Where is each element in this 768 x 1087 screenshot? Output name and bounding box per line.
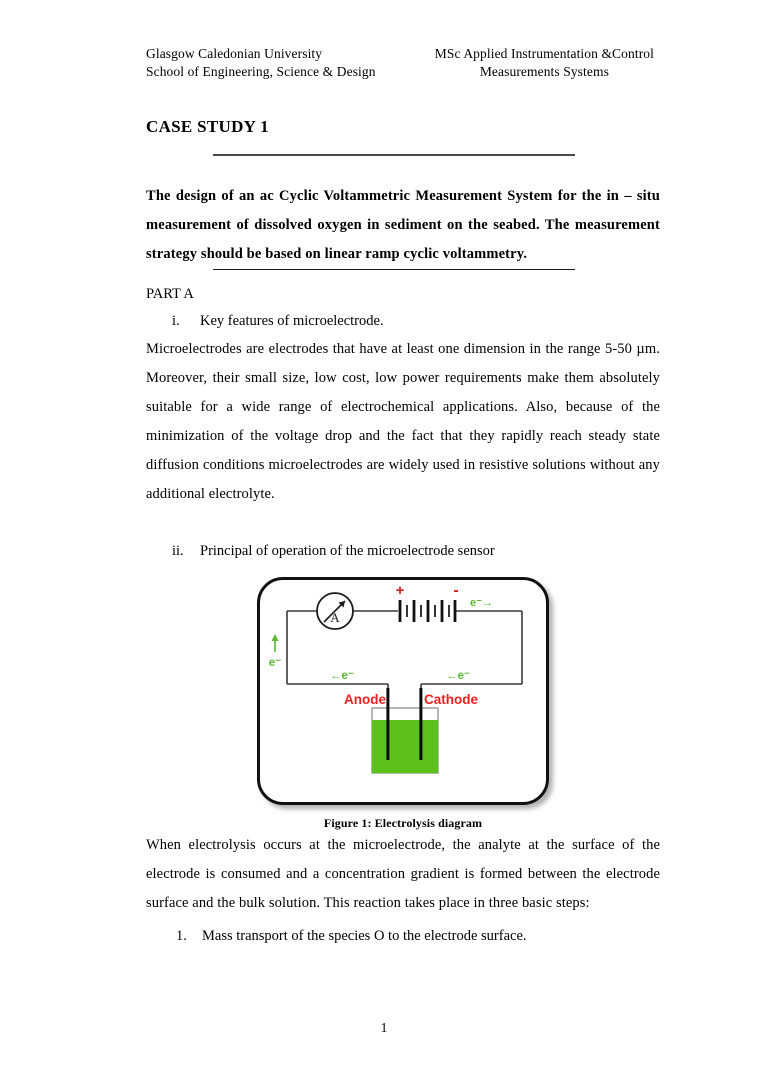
step-item — [146, 922, 660, 951]
electrolysis-diagram-frame — [257, 577, 549, 805]
list-marker-ii: ii. — [172, 543, 184, 559]
list-text-i: Key features of microelectrode. — [200, 313, 384, 329]
battery-positive-terminal-label: + — [395, 582, 405, 599]
anode-label: Anode — [344, 692, 386, 707]
abstract-paragraph: The design of an ac Cyclic Voltammetric Measurement System for the in – situ measurement of dissolved oxygen in sediment on the seabed. The measurement strategy should be based on linear ramp cyclic voltammetry. — [146, 188, 660, 262]
battery-negative-terminal-label: - — [453, 582, 459, 599]
beaker-solution — [372, 720, 438, 773]
header-school: School of Engineering, Science & Design — [146, 64, 376, 79]
cathode-label: Cathode — [424, 692, 478, 707]
list-marker-i: i. — [172, 313, 180, 329]
electron-arrowhead-left — [272, 634, 279, 641]
cathode-rod — [419, 688, 422, 760]
header-module: Measurements Systems — [479, 64, 609, 79]
list-item-i — [146, 309, 660, 333]
ammeter-label: A — [330, 610, 340, 625]
ammeter-symbol — [317, 593, 353, 629]
steps-list — [146, 922, 660, 951]
part-a-heading: PART A — [146, 286, 194, 302]
anode-rod — [386, 688, 389, 760]
electron-label-top-right: e⁻→ — [470, 597, 493, 609]
paragraph-electrolysis: When electrolysis occurs at the microelectrode, the analyte at the surface of the electrode is consumed and a concentration gradient is formed between the electrode surface and the bulk solution. This reaction takes place in three basic steps: — [146, 837, 660, 911]
beaker — [372, 708, 438, 773]
document-running-header — [146, 45, 660, 81]
abstract-divider — [213, 269, 575, 270]
step-number: 1. — [176, 928, 187, 944]
electron-label-left-group — [269, 634, 281, 669]
paragraph-microelectrodes: Microelectrodes are electrodes that have at least one dimension in the range 5-50 µm. Moreover, their small size, low cost, low power requirements make them absolutely suitable for a wide range of electrochemical applications. Also, because of the minimization of the voltage drop and the fact that they rapidly reach steady state diffusion conditions microelectrodes are widely used in resistive solutions without any additional electrolyte. — [146, 341, 660, 502]
figure-caption: Figure 1: Electrolysis diagram — [323, 816, 483, 830]
list-item-ii — [146, 539, 660, 563]
battery-plates — [400, 600, 455, 622]
page-title: CASE STUDY 1 — [146, 117, 269, 136]
header-right-block — [435, 45, 660, 81]
battery-symbol — [396, 582, 459, 622]
electron-label-left: e⁻ — [268, 657, 282, 669]
step-text: Mass transport of the species O to the electrode surface. — [202, 928, 527, 944]
figure-1 — [146, 577, 660, 805]
electron-label-mid-left: ←e⁻ — [330, 670, 354, 682]
list-text-ii: Principal of operation of the microelectrode sensor — [200, 543, 495, 559]
title-divider — [213, 154, 575, 156]
electrolysis-diagram-svg — [260, 580, 545, 801]
page-number: 1 — [380, 1020, 388, 1035]
header-course: MSc Applied Instrumentation &Control — [434, 46, 654, 61]
header-left-block — [146, 45, 376, 81]
header-university: Glasgow Caledonian University — [146, 46, 323, 61]
electron-label-mid-right: ←e⁻ — [446, 670, 470, 682]
